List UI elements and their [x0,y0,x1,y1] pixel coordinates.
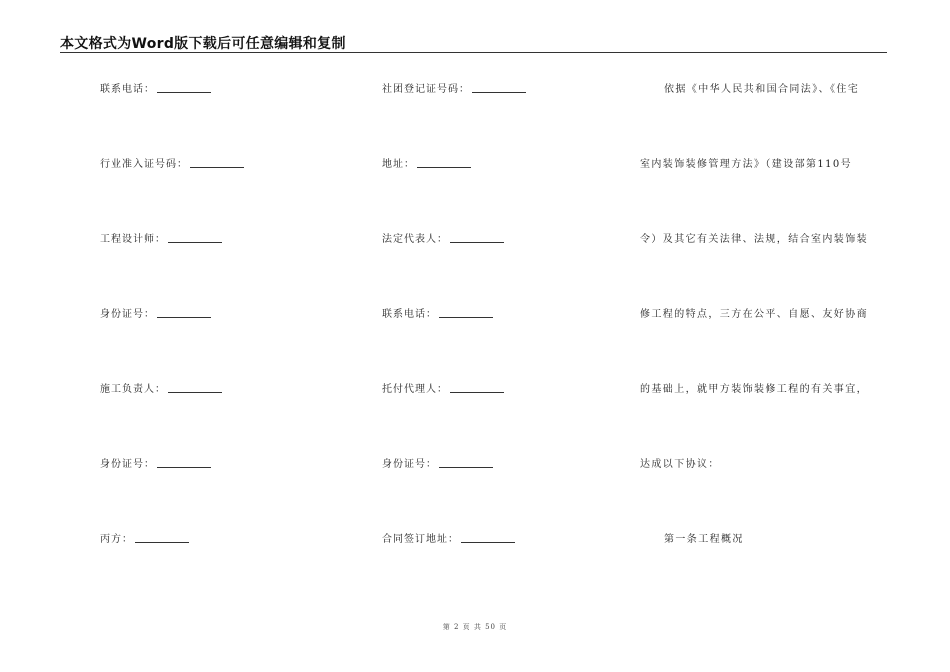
fill-blank[interactable] [135,541,189,543]
id-number-field [100,305,211,320]
field-label: 工程设计师： [100,234,166,245]
contract-signing-address-field [382,530,515,545]
party-c-field [100,530,189,545]
field-label: 身份证号： [100,309,155,320]
fill-blank[interactable] [450,241,504,243]
fill-blank[interactable] [472,91,526,93]
header-divider [60,52,887,53]
field-label: 社团登记证号码： [382,84,470,95]
society-registration-field [382,80,526,95]
fill-blank[interactable] [417,166,471,168]
field-label: 托付代理人： [382,384,448,395]
fill-blank[interactable] [157,466,211,468]
paragraph-line: 令）及其它有关法律、法规，结合室内装饰装 [640,234,868,245]
field-label: 身份证号： [100,459,155,470]
fill-blank[interactable] [439,316,493,318]
document-header-title: 本文格式为Word版下载后可任意编辑和复制 [60,36,346,52]
fill-blank[interactable] [157,91,211,93]
field-label: 身份证号： [382,459,437,470]
field-label: 行业准入证号码： [100,159,188,170]
field-label: 法定代表人： [382,234,448,245]
fill-blank[interactable] [168,241,222,243]
designer-field [100,230,222,245]
paragraph-line: 室内装饰装修管理方法》（建设部第110号 [640,159,853,170]
field-label: 合同签订地址： [382,534,459,545]
field-label: 施工负责人： [100,384,166,395]
paragraph-line: 达成以下协议： [640,459,720,470]
fill-blank[interactable] [157,316,211,318]
entrusted-agent-field [382,380,504,395]
legal-representative-field [382,230,504,245]
section-heading: 第一条工程概况 [664,534,744,545]
fill-blank[interactable] [190,166,244,168]
construction-manager-field [100,380,222,395]
phone-field [100,80,211,95]
fill-blank[interactable] [450,391,504,393]
field-label: 联系电话： [100,84,155,95]
field-label: 联系电话： [382,309,437,320]
fill-blank[interactable] [168,391,222,393]
paragraph-line: 修工程的特点，三方在公平、自愿、友好协商 [640,309,868,320]
address-field [382,155,471,170]
field-label: 地址： [382,159,415,170]
industry-license-field [100,155,244,170]
fill-blank[interactable] [461,541,515,543]
phone-field [382,305,493,320]
id-number-field [100,455,211,470]
paragraph-line: 的基础上，就甲方装饰装修工程的有关事宜， [640,384,868,395]
field-label: 丙方： [100,534,133,545]
id-number-field [382,455,493,470]
paragraph-line: 依据《中华人民共和国合同法》、《住宅 [664,84,860,95]
page-number: 第 2 页 共 50 页 [442,623,508,631]
fill-blank[interactable] [439,466,493,468]
